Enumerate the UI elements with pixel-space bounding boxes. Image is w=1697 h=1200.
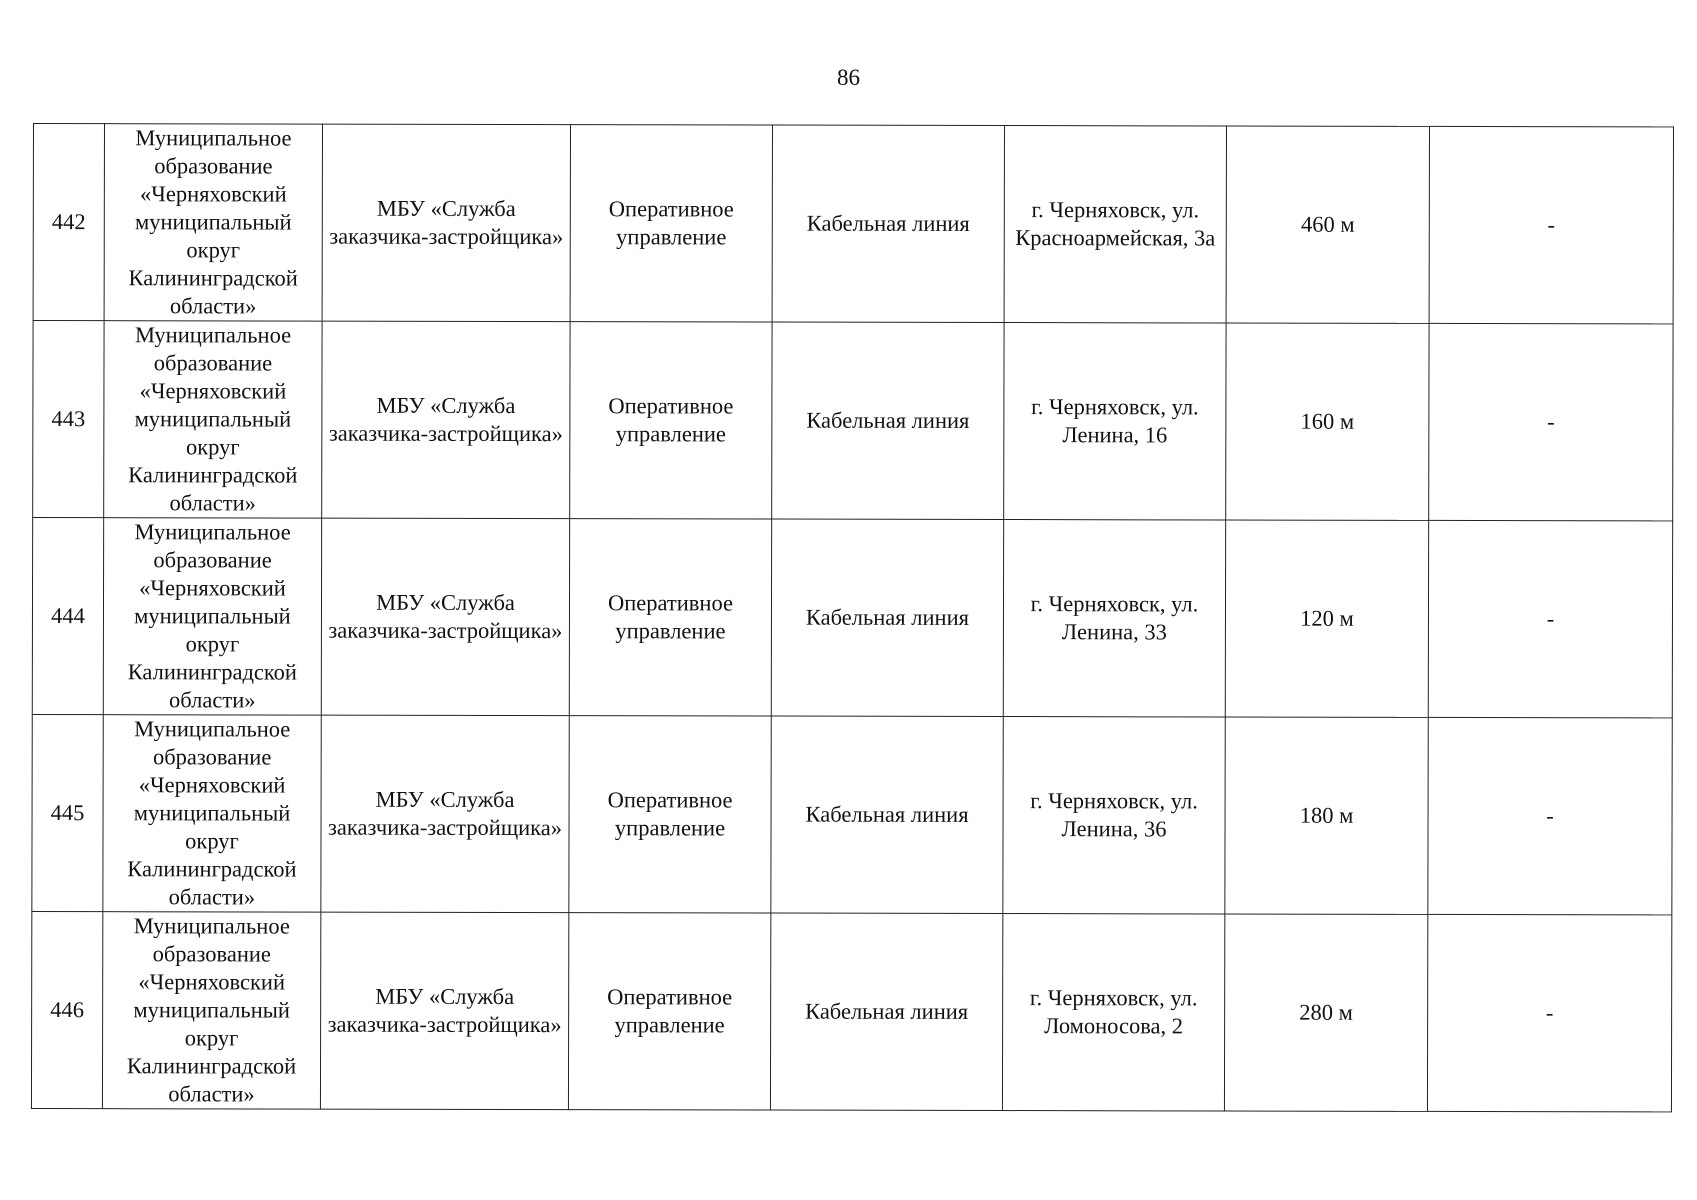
address-text: г. Черняховск, ул. Красноармейская, 3а [1015,197,1216,251]
object-cell [771,716,1003,913]
object-cell [770,913,1002,1110]
row-number: 442 [51,209,86,235]
holder-cell [321,715,569,913]
address-text: г. Черняховск, ул. Ленина, 16 [1031,394,1199,448]
note-cell [1429,323,1673,521]
row-number: 446 [50,997,85,1023]
holder-cell [322,321,570,519]
holder-text: МБУ «Служба заказчика-застройщика» [328,392,563,447]
note-text: - [1546,606,1555,632]
owner-text: Муниципальное образование «Черняховский муниципальный округ Калининградской области» [127,716,297,910]
table-row [33,321,1673,521]
right-cell [569,519,771,716]
object-text: Кабельная линия [805,998,969,1024]
length-text: 280 м [1299,999,1353,1025]
page-number: 86 [837,65,860,90]
object-text: Кабельная линия [805,604,970,630]
object-text: Кабельная линия [806,407,970,433]
holder-text: МБУ «Служба заказчика-застройщика» [329,195,564,250]
note-text: - [1547,212,1556,238]
object-text: Кабельная линия [805,801,969,827]
length-cell [1226,323,1429,520]
right-cell [569,716,771,913]
owner-cell [103,715,321,912]
note-cell [1427,914,1671,1112]
note-cell [1428,717,1672,915]
holder-text: МБУ «Служба заказчика-застройщика» [328,589,563,644]
address-text: г. Черняховск, ул. Ломоносова, 2 [1029,985,1198,1039]
right-text: Оперативное управление [607,787,733,841]
holder-cell [320,912,568,1110]
owner-text: Муниципальное образование «Черняховский муниципальный округ Калининградской области» [127,519,298,713]
length-cell [1225,520,1428,717]
object-cell [771,519,1003,716]
row-number: 445 [50,800,85,826]
note-cell [1429,126,1673,324]
owner-cell [103,518,321,715]
row-number-cell [33,321,104,518]
holder-cell [322,124,570,322]
holder-text: МБУ «Служба заказчика-застройщика» [327,983,562,1038]
owner-text: Муниципальное образование «Черняховский муниципальный округ Калининградской области» [128,125,298,319]
right-cell [570,125,772,322]
row-number: 444 [51,603,85,629]
table-row [33,124,1673,324]
note-text: - [1546,803,1554,829]
row-number-cell [31,911,102,1108]
object-cell [772,125,1004,322]
right-text: Оперативное управление [608,196,734,250]
length-cell [1225,717,1428,914]
table-row [32,714,1672,914]
object-cell [772,322,1004,519]
object-text: Кабельная линия [806,210,970,236]
address-text: г. Черняховск, ул. Ленина, 36 [1030,788,1198,842]
row-number-cell [33,124,104,321]
right-cell [568,913,770,1110]
property-registry-table [31,123,1674,1112]
length-text: 180 м [1299,802,1354,828]
owner-cell [104,124,322,321]
holder-text: МБУ «Служба заказчика-застройщика» [327,786,563,841]
table-row [32,518,1672,718]
owner-text: Муниципальное образование «Черняховский муниципальный округ Калининградской области» [126,913,297,1107]
address-cell [1003,520,1225,717]
address-text: г. Черняховск, ул. Ленина, 33 [1030,591,1199,645]
note-text: - [1545,1000,1554,1026]
address-cell [1004,323,1226,520]
row-number: 443 [51,406,86,432]
address-cell [1004,126,1226,323]
length-cell [1224,914,1427,1111]
right-text: Оперативное управление [608,393,734,447]
table-row [31,911,1671,1111]
address-cell [1002,914,1224,1111]
note-cell [1428,520,1672,718]
length-text: 120 м [1300,605,1354,631]
note-text: - [1547,409,1555,435]
owner-cell [104,321,322,518]
owner-text: Муниципальное образование «Черняховский муниципальный округ Калининградской области» [128,322,298,516]
length-cell [1226,126,1429,323]
right-cell [570,322,772,519]
holder-cell [321,518,569,716]
row-number-cell [32,518,103,715]
length-text: 160 м [1300,408,1355,434]
length-text: 460 м [1300,211,1355,237]
row-number-cell [32,714,103,911]
owner-cell [102,912,320,1109]
right-text: Оперативное управление [607,590,734,644]
address-cell [1003,717,1225,914]
right-text: Оперативное управление [607,984,733,1038]
